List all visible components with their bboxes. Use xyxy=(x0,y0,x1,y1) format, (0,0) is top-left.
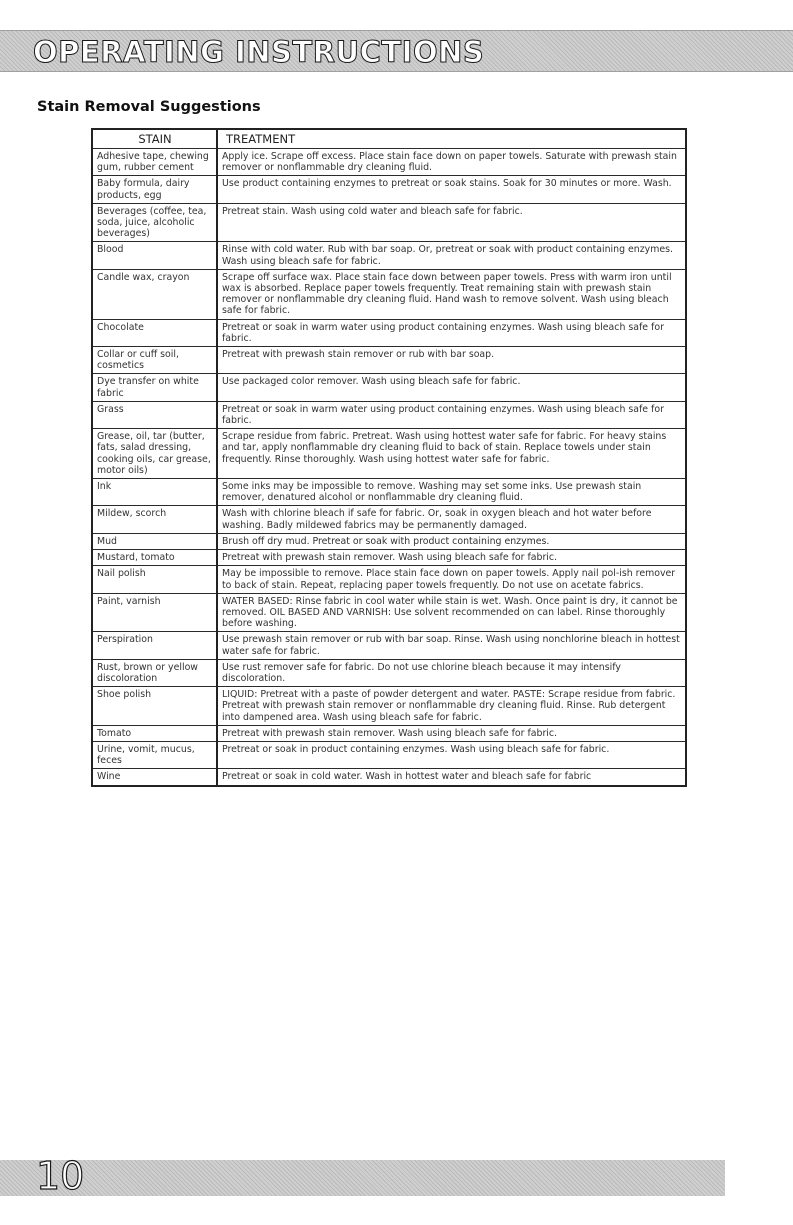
treatment-cell: Pretreat or soak in product containing enzymes. Wash using bleach safe for fabric. xyxy=(217,741,686,768)
treatment-cell: Some inks may be impossible to remove. Washing may set some inks. Use prewash stain remover, denatured alcohol or nonflammable dry cleaning fluid. xyxy=(217,479,686,506)
table-row xyxy=(92,687,686,726)
treatment-cell: Rinse with cold water. Rub with bar soap. Or, pretreat or soak with product containing enzymes. Wash using bleach safe for fabric. xyxy=(217,242,686,269)
stain-cell: Mustard, tomato xyxy=(92,550,217,566)
stain-cell: Rust, brown or yellow discoloration xyxy=(92,659,217,686)
table-row xyxy=(92,319,686,346)
column-header-treatment: TREATMENT xyxy=(217,129,686,149)
treatment-cell: Wash with chlorine bleach if safe for fabric. Or, soak in oxygen bleach and hot water before washing. Badly mildewed fabrics may be permanently damaged. xyxy=(217,506,686,533)
treatment-cell: Apply ice. Scrape off excess. Place stain face down on paper towels. Saturate with prewash stain remover or nonflammable dry cleaning fluid. xyxy=(217,149,686,176)
table-row xyxy=(92,176,686,203)
table-row xyxy=(92,566,686,593)
treatment-cell: LIQUID: Pretreat with a paste of powder detergent and water. PASTE: Scrape residue from fabric. Pretreat with prewash stain remover or nonflammable dry cleaning fluid. Rinse. Rub detergent into dampened area. Wash using bleach safe for fabric. xyxy=(217,687,686,726)
section-title: Stain Removal Suggestions xyxy=(37,99,261,115)
treatment-cell: WATER BASED: Rinse fabric in cool water while stain is wet. Wash. Once paint is dry, it cannot be removed. OIL BASED AND VARNISH: Use solvent recommended on can label. Rinse thoroughly before washing. xyxy=(217,593,686,632)
column-header-stain: STAIN xyxy=(92,129,217,149)
stain-cell: Blood xyxy=(92,242,217,269)
stain-cell: Beverages (coffee, tea, soda, juice, alcoholic beverages) xyxy=(92,203,217,242)
table-row xyxy=(92,401,686,428)
stain-cell: Grease, oil, tar (butter, fats, salad dressing, cooking oils, car grease, motor oils) xyxy=(92,429,217,479)
table-row xyxy=(92,429,686,479)
table-row xyxy=(92,741,686,768)
stain-cell: Collar or cuff soil, cosmetics xyxy=(92,347,217,374)
stain-cell: Wine xyxy=(92,769,217,786)
treatment-cell: Use product containing enzymes to pretreat or soak stains. Soak for 30 minutes or more. Wash. xyxy=(217,176,686,203)
stain-cell: Shoe polish xyxy=(92,687,217,726)
table-row xyxy=(92,242,686,269)
treatment-cell: Use prewash stain remover or rub with bar soap. Rinse. Wash using nonchlorine bleach in hottest water safe for fabric. xyxy=(217,632,686,659)
stain-cell: Grass xyxy=(92,401,217,428)
table-row xyxy=(92,479,686,506)
table-row xyxy=(92,769,686,786)
footer-band xyxy=(0,1160,725,1196)
treatment-cell: Pretreat with prewash stain remover or rub with bar soap. xyxy=(217,347,686,374)
table-body xyxy=(92,149,686,786)
treatment-cell: Brush off dry mud. Pretreat or soak with product containing enzymes. xyxy=(217,533,686,549)
treatment-cell: Use packaged color remover. Wash using bleach safe for fabric. xyxy=(217,374,686,401)
stain-cell: Paint, varnish xyxy=(92,593,217,632)
treatment-cell: May be impossible to remove. Place stain face down on paper towels. Apply nail pol-ish remover to back of stain. Repeat, replacing paper towels frequently. Do not use on acetate fabrics. xyxy=(217,566,686,593)
treatment-cell: Pretreat with prewash stain remover. Wash using bleach safe for fabric. xyxy=(217,725,686,741)
page-number: 10 xyxy=(36,1154,85,1198)
treatment-cell: Pretreat or soak in cold water. Wash in hottest water and bleach safe for fabric xyxy=(217,769,686,786)
stain-cell: Chocolate xyxy=(92,319,217,346)
treatment-cell: Scrape off surface wax. Place stain face down between paper towels. Press with warm iron until wax is absorbed. Replace paper towels frequently. Treat remaining stain with prewash stain remover or nonflammable dry cleaning fluid. Hand wash to remove solvent. Wash using bleach safe for fabric. xyxy=(217,269,686,319)
stain-cell: Perspiration xyxy=(92,632,217,659)
stain-cell: Baby formula, dairy products, egg xyxy=(92,176,217,203)
table-row xyxy=(92,347,686,374)
stain-cell: Tomato xyxy=(92,725,217,741)
table-row xyxy=(92,374,686,401)
table-row xyxy=(92,593,686,632)
table-row xyxy=(92,149,686,176)
stain-cell: Urine, vomit, mucus, feces xyxy=(92,741,217,768)
page-header-title: OPERATING INSTRUCTIONS xyxy=(33,35,485,69)
table-row xyxy=(92,533,686,549)
treatment-cell: Pretreat with prewash stain remover. Wash using bleach safe for fabric. xyxy=(217,550,686,566)
stain-cell: Mud xyxy=(92,533,217,549)
stain-cell: Dye transfer on white fabric xyxy=(92,374,217,401)
table-row xyxy=(92,550,686,566)
stain-cell: Nail polish xyxy=(92,566,217,593)
header-band xyxy=(0,30,793,72)
table-row xyxy=(92,659,686,686)
table-row xyxy=(92,506,686,533)
treatment-cell: Pretreat or soak in warm water using product containing enzymes. Wash using bleach safe for fabric. xyxy=(217,401,686,428)
table-row xyxy=(92,725,686,741)
stain-cell: Ink xyxy=(92,479,217,506)
treatment-cell: Scrape residue from fabric. Pretreat. Wash using hottest water safe for fabric. For heavy stains and tar, apply nonflammable dry cleaning fluid to back of stain. Replace towels under stain frequently. Rinse thoroughly. Wash using hottest water safe for fabric. xyxy=(217,429,686,479)
stain-cell: Adhesive tape, chewing gum, rubber cement xyxy=(92,149,217,176)
treatment-cell: Pretreat stain. Wash using cold water and bleach safe for fabric. xyxy=(217,203,686,242)
stain-cell: Candle wax, crayon xyxy=(92,269,217,319)
table-row xyxy=(92,203,686,242)
table-header-row xyxy=(92,129,686,149)
stain-cell: Mildew, scorch xyxy=(92,506,217,533)
table-row xyxy=(92,269,686,319)
stain-removal-table xyxy=(91,128,687,787)
table-row xyxy=(92,632,686,659)
treatment-cell: Use rust remover safe for fabric. Do not use chlorine bleach because it may intensify discoloration. xyxy=(217,659,686,686)
treatment-cell: Pretreat or soak in warm water using product containing enzymes. Wash using bleach safe for fabric. xyxy=(217,319,686,346)
